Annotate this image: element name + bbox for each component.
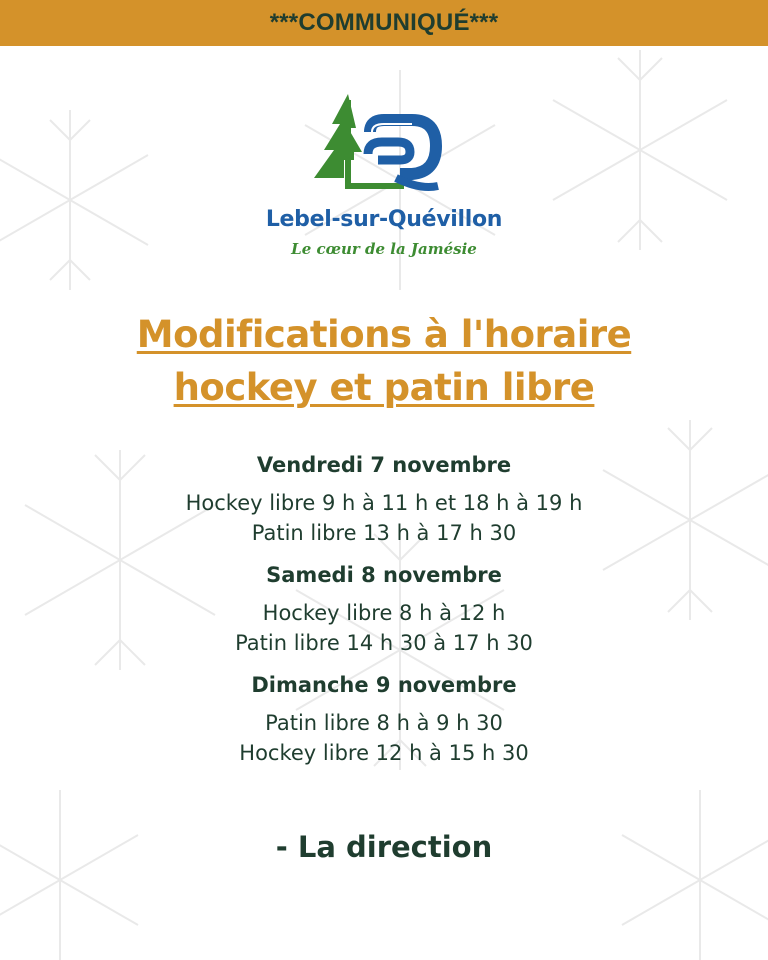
signature: - La direction — [275, 830, 493, 864]
town-logo-icon — [308, 94, 444, 198]
schedule-line: Hockey libre 12 h à 15 h 30 — [239, 741, 529, 765]
title-line-1: Modifications à l'horaire — [136, 313, 632, 356]
logo-tagline: Le cœur de la Jamésie — [291, 240, 477, 258]
schedule-list — [0, 448, 768, 778]
schedule-day-block — [0, 668, 768, 768]
schedule-line: Hockey libre 9 h à 11 h et 18 h à 19 h — [185, 491, 583, 515]
communique-banner — [0, 0, 768, 46]
banner-text: ***COMMUNIQUÉ*** — [269, 9, 499, 36]
schedule-line: Patin libre 8 h à 9 h 30 — [265, 711, 503, 735]
schedule-line: Hockey libre 8 h à 12 h — [262, 601, 506, 625]
schedule-day-block — [0, 448, 768, 548]
title-line-2: hockey et patin libre — [173, 366, 595, 409]
schedule-day-block — [0, 558, 768, 658]
notice-title — [0, 308, 768, 414]
day-heading: Samedi 8 novembre — [266, 563, 502, 587]
schedule-line: Patin libre 14 h 30 à 17 h 30 — [235, 631, 533, 655]
logo-town-name: Lebel-sur-Quévillon — [265, 207, 503, 232]
day-heading: Dimanche 9 novembre — [251, 673, 517, 697]
day-heading: Vendredi 7 novembre — [256, 453, 512, 477]
schedule-line: Patin libre 13 h à 17 h 30 — [251, 521, 517, 545]
